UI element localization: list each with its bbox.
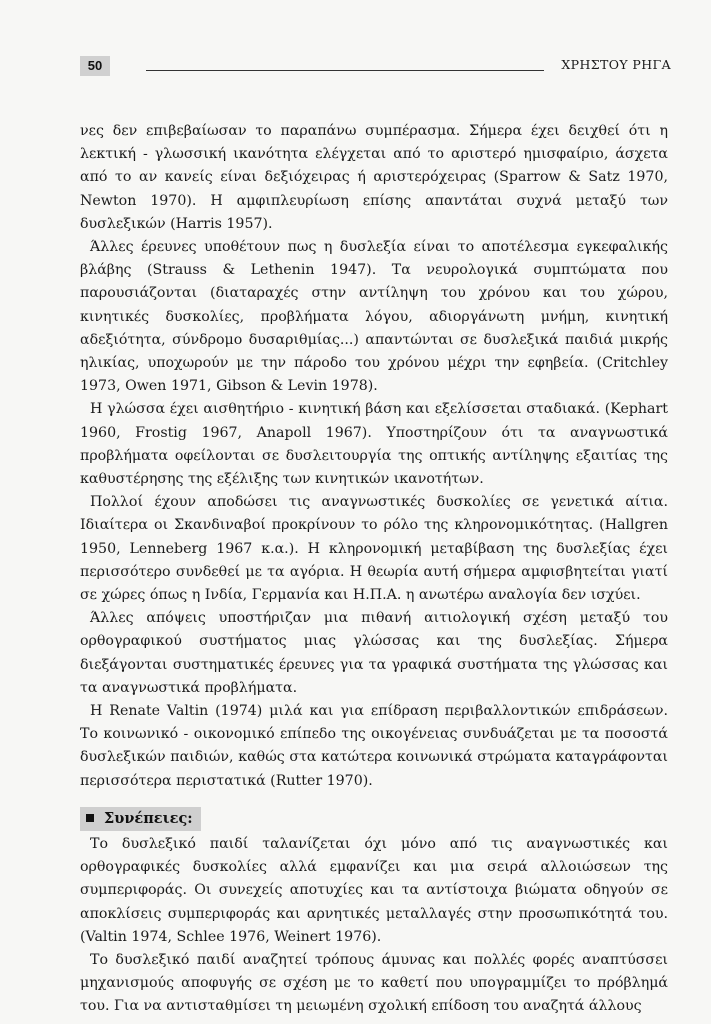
paragraph: Άλλες έρευνες υποθέτουν πως η δυσλεξία είναι το αποτέλεσμα εγκεφαλικής βλάβης (Strauss & Lethenin 1947). Τα νευρολογικά συμπτώματα που παρουσιάζονται (διαταραχές στην αντίληψη του χρόνου και του χώρου, κινητικές δυσκολίες, προβλήματα λόγου, αδιοργάνωτη μνήμη, κινητική αδεξιότητα, σύνδρομο δυσαριθμίας...) απαντώνται σε δυσλεξικά παιδιά μικρής ηλικίας, υποχωρούν με την πάροδο του χρόνου μέχρι την εφηβεία. (Critchley 1973, Owen 1971, Gibson & Levin 1978).: [80, 239, 668, 395]
paragraph: Άλλες απόψεις υποστήριζαν μια πιθανή αιτιολογική σχέση μεταξύ του ορθογραφικού συστήματος μιας γλώσσας και της δυσλεξίας. Σήμερα διεξάγονται συστηματικές έρευνες για τα γραφικά συστήματα της γλώσσας και τα αναγνωστικά προβλήματα.: [80, 610, 668, 696]
paragraph: Η Renate Valtin (1974) μιλά και για επίδραση περιβαλλοντικών επιδράσεων. Το κοινωνικό - οικονομικό επίπεδο της οικογένειας συνδυάζεται με τα ποσοστά δυσλεξικών παιδιών, καθώς στα κατώτερα κοινωνικά στρώματα καταγράφονται περισσότερα περιστατικά (Rutter 1970).: [80, 703, 668, 789]
page-header: [80, 56, 671, 82]
section-heading: [80, 807, 201, 831]
bullet-square-icon: [86, 814, 94, 822]
paragraph: νες δεν επιβεβαίωσαν το παραπάνω συμπέρασμα. Σήμερα έχει δειχθεί ότι η λεκτική - γλωσσική ικανότητα ελέγχεται από το αριστερό ημισφαίριο, άσχετα από το αν κανείς είναι δεξιόχειρας ή αριστερόχειρας (Sparrow & Satz 1970, Newton 1970). Η αμφιπλευρίωση επίσης απαντάται συχνά μεταξύ των δυσλεξικών (Harris 1957).: [80, 123, 668, 232]
paragraph: Το δυσλεξικό παιδί ταλανίζεται όχι μόνο από τις αναγνωστικές και ορθογραφικές δυσκολίες αλλά εμφανίζει και μια σειρά αλλοιώσεων της συμπεριφοράς. Οι συνεχείς αποτυχίες και τα αντίστοιχα βιώματα οδηγούν σε αποκλίσεις συμπεριφοράς και αρνητικές μεταλλαγές στην προσωπικότητά του. (Valtin 1974, Schlee 1976, Weinert 1976).: [80, 835, 668, 945]
paragraph: Το δυσλεξικό παιδί αναζητεί τρόπους άμυνας και πολλές φορές αναπτύσσει μηχανισμούς αποφυγής σε σχέση με το καθετί που υπογραμμίζει το πρόβλημά του. Για να αντισταθμίσει τη μειωμένη σχολική επίδοση του αναζητά άλλους: [80, 951, 668, 1015]
body-text: [80, 120, 668, 1019]
running-head-author: ΧΡΗΣΤΟΥ ΡΗΓΑ: [561, 57, 671, 72]
section-heading-label: Συνέπειες:: [104, 809, 193, 827]
paragraph: Πολλοί έχουν αποδώσει τις αναγνωστικές δυσκολίες σε γενετικά αίτια. Ιδιαίτερα οι Σκανδιναβοί προκρίνουν το ρόλο της κληρονομικότητας. (Hallgren 1950, Lenneberg 1967 κ.α.). Η κληρονομική μεταβίβαση της δυσλεξίας έχει περισσότερο συνδεθεί με τα αγόρια. Η θεωρία αυτή σήμερα αμφισβητείται γιατί σε χώρες όπως η Ινδία, Γερμανία και Η.Π.Α. η ανωτέρω αναλογία δεν ισχύει.: [80, 494, 668, 604]
header-rule: [146, 70, 544, 71]
page-number: 50: [80, 56, 110, 76]
paragraph: Η γλώσσα έχει αισθητήριο - κινητική βάση και εξελίσσεται σταδιακά. (Kephart 1960, Frostig 1967, Anapoll 1967). Υποστηρίζουν ότι τα αναγνωστικά προβλήματα οφείλονται σε δυσλειτουργία της οπτικής αντίληψης εξαιτίας της καθυστέρησης της εξέλιξης των κινητικών ικανοτήτων.: [80, 401, 668, 488]
